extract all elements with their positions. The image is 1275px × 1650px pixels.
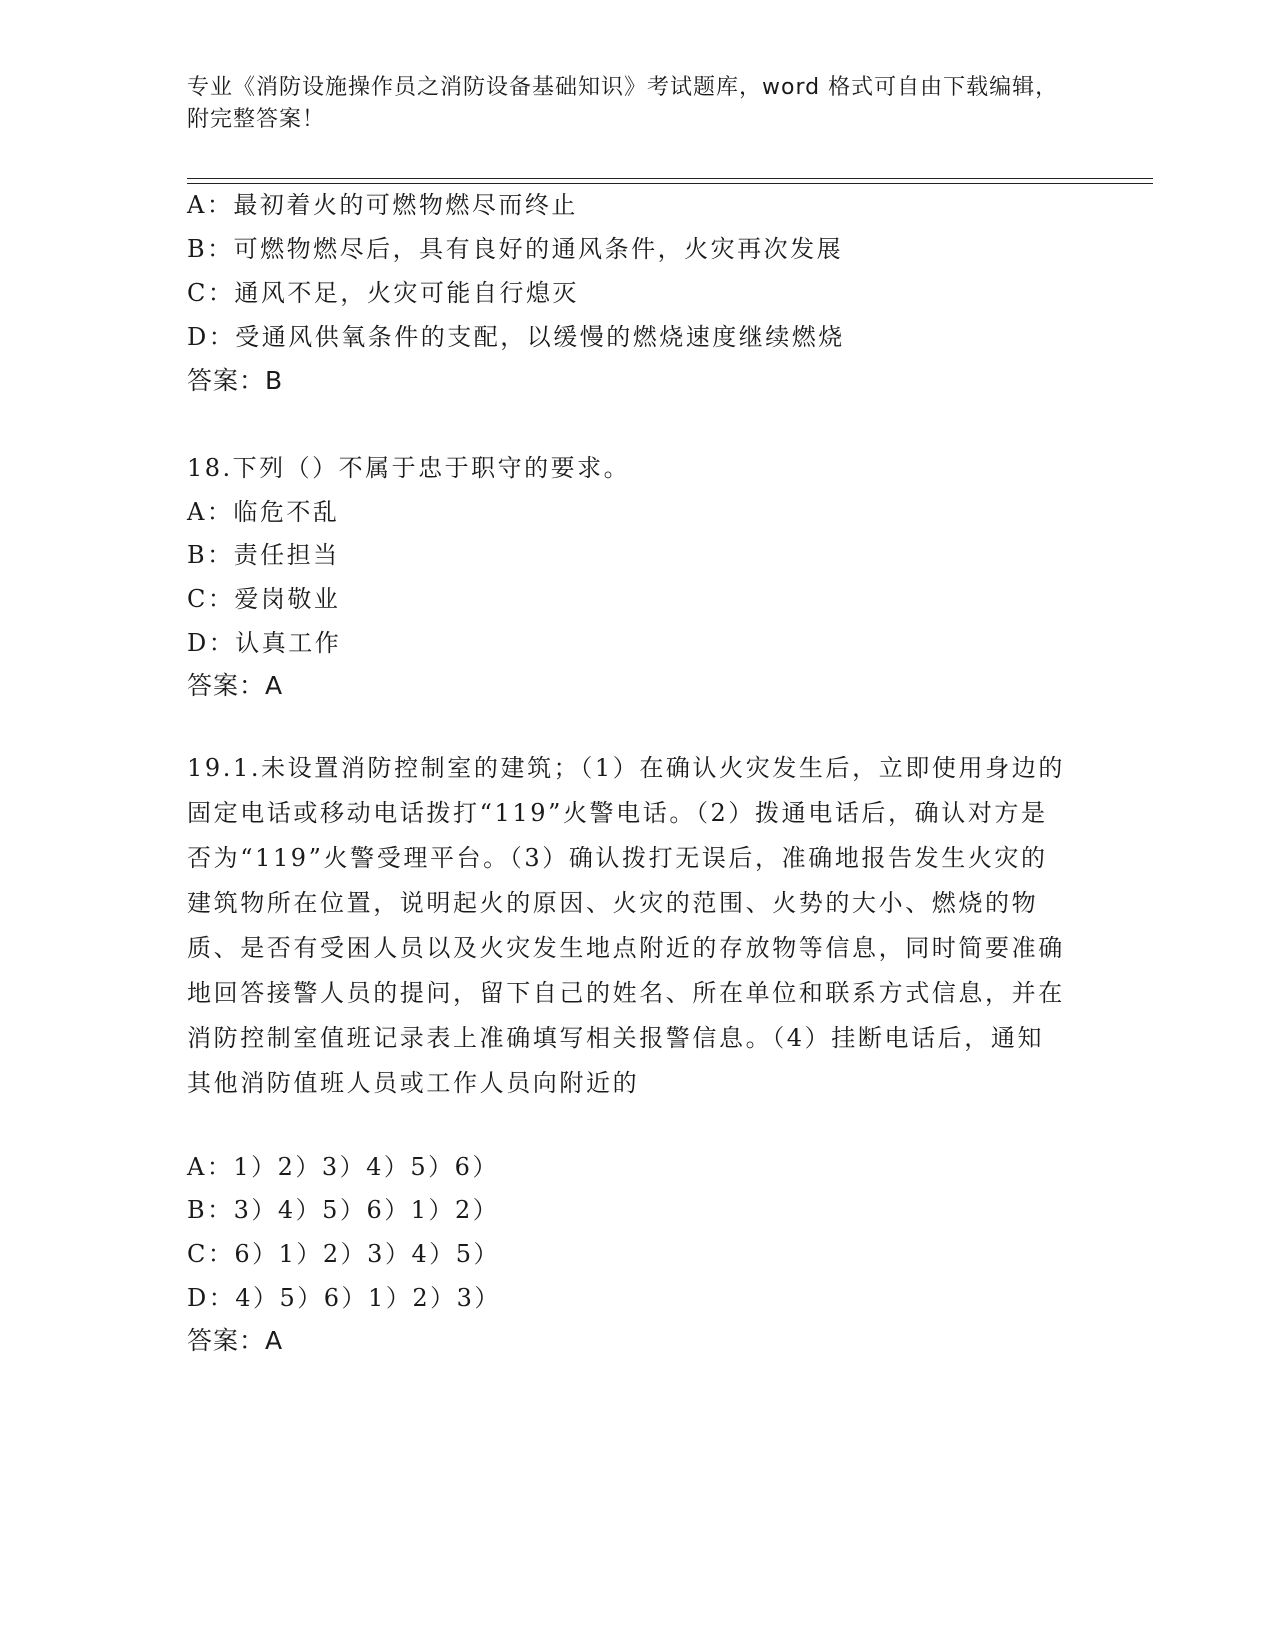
header-divider — [187, 178, 1153, 179]
q19-option-b: B：3）4）5）6）1）2） — [187, 1196, 500, 1224]
q18-option-b: B：责任担当 — [187, 541, 340, 569]
document-header: 专业《消防设施操作员之消防设备基础知识》考试题库，word 格式可自由下载编辑，附完整答案！ — [187, 75, 1059, 132]
q17-option-d: D：受通风供氧条件的支配，以缓慢的燃烧速度继续燃烧 — [187, 323, 845, 351]
q19-option-d: D：4）5）6）1）2）3） — [187, 1284, 501, 1312]
q17-option-c: C：通风不足，火灾可能自行熄灭 — [187, 279, 579, 307]
q18-question: 18.下列（）不属于忠于职守的要求。 — [187, 454, 631, 482]
q19-answer: 答案：A — [187, 1326, 284, 1355]
header-divider-second — [187, 183, 1153, 184]
q17-option-a: A：最初着火的可燃物燃尽而终止 — [187, 191, 578, 219]
q18-answer: 答案：A — [187, 671, 284, 700]
q17-answer: 答案：B — [187, 366, 284, 395]
q19-question: 19.1.未设置消防控制室的建筑；（1）在确认火灾发生后，立即使用身边的固定电话或移动电话拨打“119”火警电话。（2）拨通电话后，确认对方是否为“119”火警受理平台。（3）确认拨打无误后，准确地报告发生火灾的建筑物所在位置，说明起火的原因、火灾的范围、火势的大小、燃烧的物质、是否有受困人员以及火灾发生地点附近的存放物等信息，同时简要准确地回答接警人员的提问，留下自己的姓名、所在单位和联系方式信息，并在消防控制室值班记录表上准确填写相关报警信息。（4）挂断电话后，通知其他消防值班人员或工作人员向附近的 — [187, 754, 1065, 1097]
q19-option-c: C：6）1）2）3）4）5） — [187, 1240, 500, 1268]
q18-option-d: D：认真工作 — [187, 629, 342, 657]
q19-option-a: A：1）2）3）4）5）6） — [187, 1153, 499, 1181]
q18-option-c: C：爱岗敬业 — [187, 585, 341, 613]
q17-option-b: B：可燃物燃尽后，具有良好的通风条件，火灾再次发展 — [187, 235, 844, 263]
q18-option-a: A：临危不乱 — [187, 498, 340, 526]
